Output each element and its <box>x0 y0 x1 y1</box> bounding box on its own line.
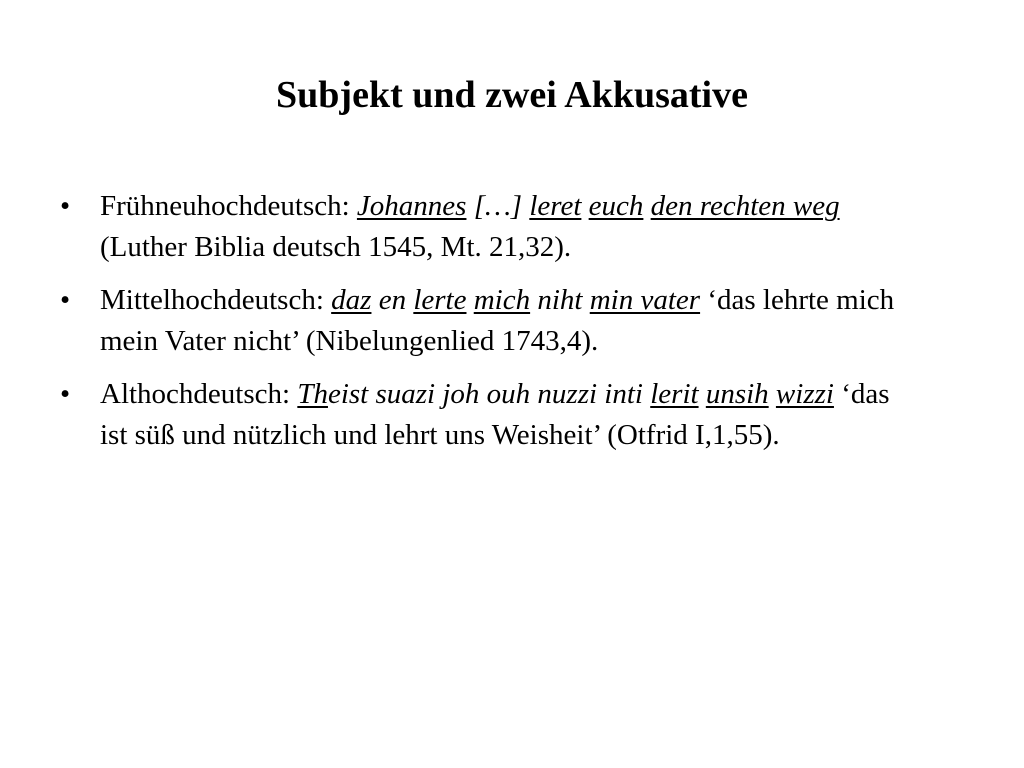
language-label: Frühneuhochdeutsch: <box>100 190 350 222</box>
bullet-point-icon: • <box>60 284 71 316</box>
example-word: mich <box>473 284 531 316</box>
example-word: den rechten weg <box>650 190 840 222</box>
example-word: Johannes <box>356 190 467 222</box>
example-word: unsih <box>705 378 769 410</box>
example-word: wizzi <box>775 378 834 410</box>
language-label: Mittelhochdeutsch: <box>100 284 324 316</box>
bullet-item-mittelhochdeutsch <box>60 280 910 362</box>
example-word: leret <box>529 190 582 222</box>
translation-source: (Luther Biblia deutsch 1545, Mt. 21,32). <box>100 231 572 263</box>
example-word: daz <box>331 284 372 316</box>
bullet-item-althochdeutsch <box>60 374 910 456</box>
slide-title: Subjekt und zwei Akkusative <box>276 74 748 116</box>
translation-source: ‘das ist süß und nützlich und lehrt uns Weisheit’ (Otfrid I,1,55). <box>100 378 890 451</box>
example-word: min vater <box>589 284 701 316</box>
bullet-list <box>60 186 910 468</box>
example-word: euch <box>588 190 644 222</box>
example-word: lerit <box>650 378 699 410</box>
language-label: Althochdeutsch: <box>100 378 291 410</box>
bullet-item-fruehneuhochdeutsch <box>60 186 910 268</box>
example-word: Th <box>297 378 328 410</box>
example-word: lerte <box>413 284 467 316</box>
example-word: niht <box>537 284 583 316</box>
example-word: eist suazi joh ouh nuzzi inti <box>327 378 643 410</box>
bullet-point-icon: • <box>60 190 71 222</box>
bullet-point-icon: • <box>60 378 71 410</box>
example-word: en <box>378 284 407 316</box>
translation-source: ‘das lehrte mich mein Vater nicht’ (Nibelungenlied 1743,4). <box>100 284 895 357</box>
example-word: […] <box>473 190 523 222</box>
